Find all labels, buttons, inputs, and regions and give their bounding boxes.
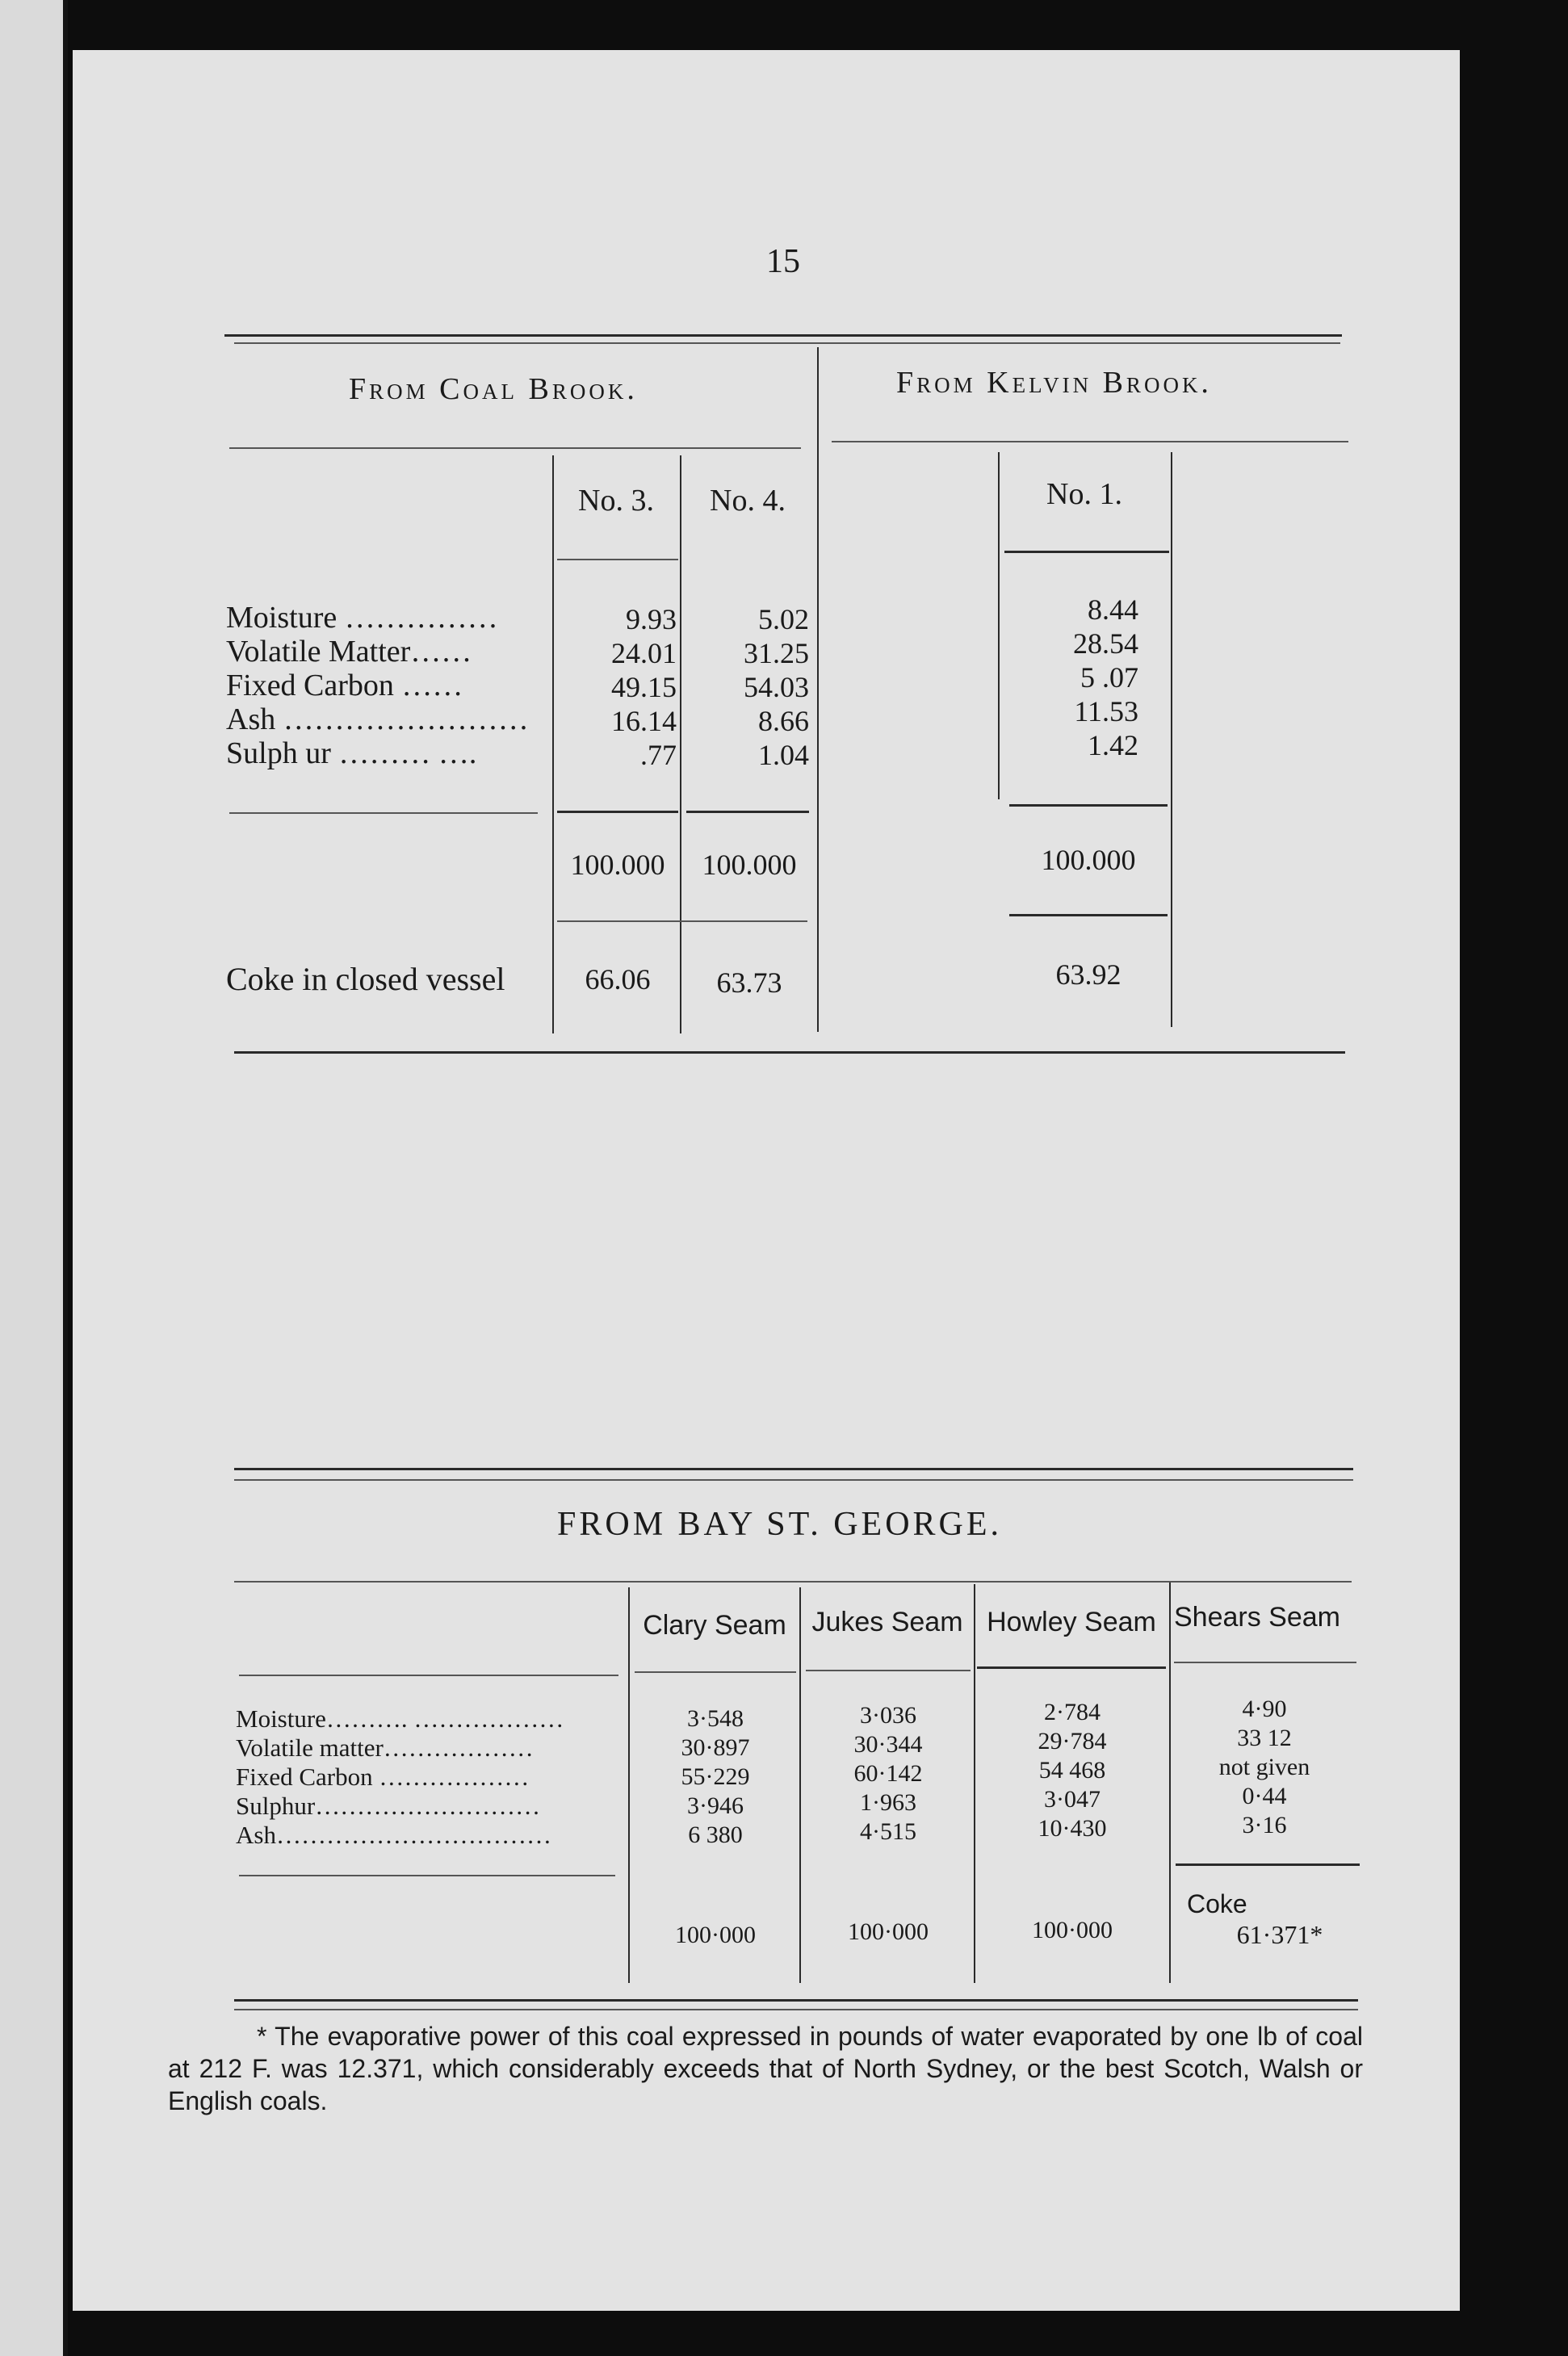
kelvin-header-rule: [1004, 551, 1169, 553]
col-header-rule: [806, 1670, 971, 1671]
row-label-ash: Ash……………………………: [236, 1821, 551, 1849]
value-cell: 60·142: [853, 1760, 923, 1787]
total-rule: [557, 920, 807, 922]
kelvin-left-divider: [998, 452, 1000, 799]
subtotal-rule-label: [229, 812, 538, 814]
table1-top-rule: [224, 334, 1342, 337]
value-cell: 4·90: [1242, 1696, 1287, 1722]
value-cell: 24.01: [611, 637, 677, 669]
table2-col-divider: [974, 1584, 975, 1983]
coke-value: 61·371*: [1236, 1920, 1323, 1949]
value-cell: 2·784: [1044, 1699, 1101, 1725]
value-cell: 49.15: [611, 671, 677, 703]
value-cell: 1.42: [1088, 729, 1138, 761]
row-label-sulphur: Sulphur………………………: [236, 1792, 541, 1820]
row-label-fixed-carbon: Fixed Carbon ……: [226, 669, 463, 702]
row-label-volatile-matter: Volatile matter………………: [236, 1733, 534, 1762]
value-cell: 9.93: [626, 603, 677, 635]
subtotal-rule-shears: [1176, 1863, 1360, 1866]
label-header-rule: [239, 1675, 618, 1676]
value-cell: 55·229: [681, 1763, 750, 1790]
kelvin-brook-heading: From Kelvin Brook.: [896, 366, 1212, 400]
row-label-moisture: Moisture………. ………………: [236, 1704, 564, 1733]
value-cell: 3·16: [1242, 1812, 1287, 1838]
total-cell: 100·000: [1032, 1917, 1113, 1943]
total-cell: 100.000: [570, 849, 665, 881]
value-cell: 16.14: [611, 705, 677, 737]
total-cell: 100.000: [702, 849, 797, 881]
table2-col-divider: [1169, 1583, 1171, 1983]
col-header-rule: [635, 1671, 796, 1673]
coke-value-cell: 66.06: [585, 963, 651, 996]
total-cell: 100·000: [848, 1918, 929, 1945]
value-cell: 10·430: [1038, 1815, 1107, 1842]
value-cell: .77: [640, 739, 677, 771]
value-cell: 5.02: [758, 603, 809, 635]
row-label-fixed-carbon: Fixed Carbon ………………: [236, 1763, 530, 1791]
kelvin-right-divider: [1171, 452, 1172, 1027]
value-cell: not given: [1218, 1754, 1310, 1780]
row-label-moisture: Moisture ……………: [226, 601, 498, 635]
row-label-sulphur: Sulph ur ……… ….: [226, 736, 477, 770]
value-cell-handwritten: 1·963: [860, 1789, 916, 1816]
footnote-text: * The evaporative power of this coal expressed in pounds of water evaporated by one lb of coal at 212 F. was 12.371, which considerably exceeds that of North Sydney, or the best Scotch, Walsh or English coals.: [168, 2022, 1363, 2115]
table2-label-divider: [628, 1587, 630, 1983]
table2-bottom-rule-inner: [234, 2009, 1358, 2010]
no3-header-rule: [557, 559, 678, 560]
total-cell: 100·000: [675, 1922, 756, 1948]
column-header-no3: No. 3.: [578, 484, 654, 518]
table1-top-rule-inner: [234, 342, 1340, 344]
table2-bottom-rule: [234, 1999, 1358, 2002]
table2-top-rule: [234, 1468, 1353, 1470]
document-page: [73, 50, 1460, 2311]
coke-label: Coke: [1187, 1889, 1247, 1918]
coke-value-cell: 63.92: [1055, 958, 1121, 991]
footnote: [168, 2020, 1363, 2117]
subtotal-rule: [557, 811, 678, 813]
column-header-shears-seam: Shears Seam: [1174, 1602, 1340, 1633]
subtotal-rule: [1009, 804, 1168, 807]
value-cell: 8.44: [1088, 593, 1138, 626]
total-cell: 100.000: [1041, 844, 1136, 876]
row-label-volatile-matter: Volatile Matter……: [226, 635, 472, 669]
column-header-howley-seam: Howley Seam: [987, 1607, 1156, 1637]
value-cell: 1.04: [758, 739, 809, 771]
value-cell: 29·784: [1038, 1728, 1107, 1754]
page-number: 15: [766, 243, 800, 280]
table1-label-divider: [552, 455, 554, 1033]
table1-col-divider: [680, 455, 681, 1033]
table2-header-rule: [234, 1581, 1352, 1583]
value-cell: 54.03: [744, 671, 809, 703]
value-cell: 54 468: [1038, 1757, 1106, 1784]
table1-bottom-rule: [234, 1051, 1345, 1054]
value-cell-handwritten: 3·946: [687, 1792, 744, 1819]
col-header-rule: [1174, 1662, 1356, 1663]
table1-center-divider: [817, 347, 819, 1032]
table2-col-divider: [799, 1587, 801, 1983]
value-cell: 30·344: [853, 1731, 923, 1758]
value-cell: 3·047: [1044, 1786, 1101, 1813]
value-cell: 8.66: [758, 705, 809, 737]
row-label-ash: Ash ……………………: [226, 702, 529, 736]
total-rule: [1009, 914, 1168, 916]
value-cell: 3·548: [687, 1705, 744, 1732]
value-cell: 5 .07: [1080, 661, 1138, 694]
coke-value-cell: 63.73: [716, 966, 782, 999]
kelvin-brook-underline: [832, 441, 1348, 442]
value-cell: 30·897: [681, 1734, 750, 1761]
value-cell: 28.54: [1073, 627, 1138, 660]
coal-brook-underline: [229, 447, 801, 449]
subtotal-rule: [686, 811, 809, 813]
column-header-clary-seam: Clary Seam: [643, 1610, 786, 1641]
bay-st-george-title: FROM BAY ST. GEORGE.: [557, 1506, 1003, 1543]
value-cell: 0·44: [1242, 1783, 1287, 1809]
column-header-kelvin-no1: No. 1.: [1046, 477, 1122, 511]
value-cell: 31.25: [744, 637, 809, 669]
column-header-jukes-seam: Jukes Seam: [811, 1607, 963, 1637]
column-header-no4: No. 4.: [710, 484, 786, 518]
value-cell: 6 380: [688, 1821, 743, 1848]
col-header-rule: [977, 1666, 1166, 1669]
row-label-coke: Coke in closed vessel: [226, 961, 505, 997]
value-cell: 3·036: [860, 1702, 916, 1729]
subtotal-rule-label: [239, 1875, 615, 1876]
table2-top-rule-inner: [234, 1479, 1353, 1481]
value-cell: 4·515: [860, 1818, 916, 1845]
value-cell: 33 12: [1237, 1725, 1292, 1751]
coal-brook-heading: From Coal Brook.: [349, 372, 638, 406]
adjacent-page-edge: [0, 0, 68, 2356]
value-cell: 11.53: [1074, 695, 1138, 727]
